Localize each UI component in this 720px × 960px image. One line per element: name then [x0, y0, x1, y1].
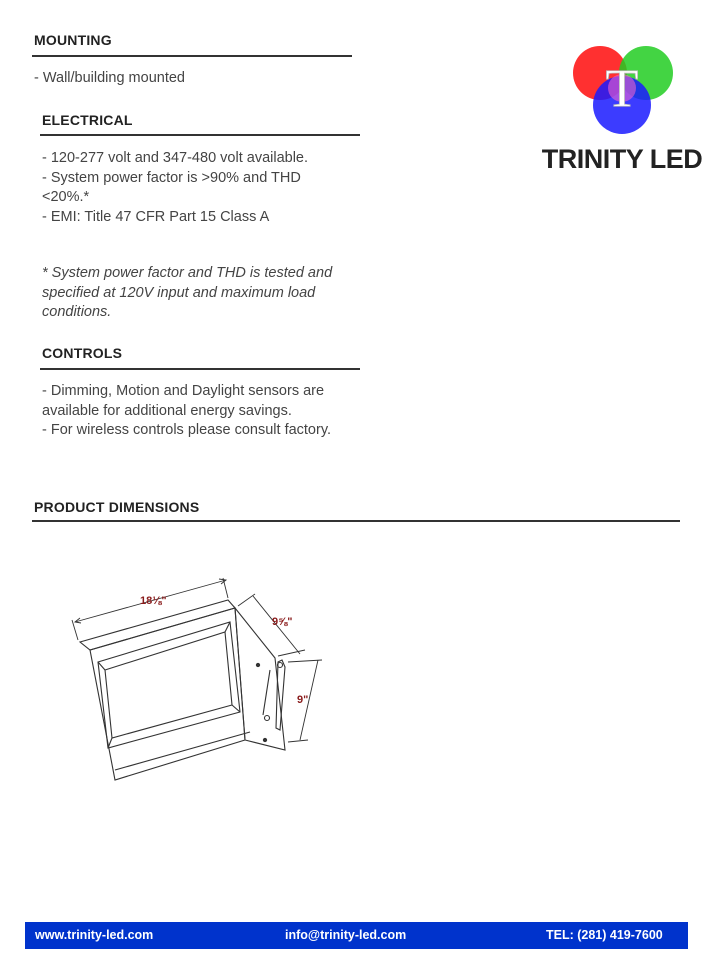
- website-link[interactable]: www.trinity-led.com: [35, 928, 154, 942]
- width-dimension-label: 18⅛": [140, 595, 167, 607]
- controls-text: [42, 382, 360, 441]
- controls-divider: [40, 368, 360, 370]
- electrical-text: [42, 149, 347, 227]
- dimensions-divider: [32, 520, 680, 522]
- electrical-line: - 120-277 volt and 347-480 volt available.: [42, 150, 309, 166]
- mounting-line: - Wall/building mounted: [34, 70, 185, 86]
- electrical-line: - EMI: Title 47 CFR Part 15 Class A: [42, 208, 270, 225]
- depth-dimension-label: 9⅝": [272, 616, 293, 628]
- mounting-text: [34, 69, 354, 89]
- footer-bar: [25, 922, 688, 949]
- email-link[interactable]: info@trinity-led.com: [285, 928, 407, 942]
- height-dimension-label: 9": [297, 694, 309, 706]
- controls-line: - Dimming, Motion and Daylight sensors are available for additional energy savings.: [42, 383, 325, 419]
- mounting-divider: [32, 55, 352, 57]
- logo-letter: T: [605, 58, 639, 118]
- logo-graphic: [525, 40, 720, 180]
- dimensions-heading: PRODUCT DIMENSIONS: [34, 499, 200, 515]
- trinity-led-logo: [525, 40, 720, 180]
- electrical-line: - System power factor is >90% and THD <20%.*: [42, 169, 301, 205]
- electrical-note: * System power factor and THD is tested and specified at 120V input and maximum load conditions.: [42, 265, 333, 320]
- mounting-heading: MOUNTING: [34, 32, 112, 48]
- electrical-divider: [40, 134, 360, 136]
- controls-line: - For wireless controls please consult factory.: [42, 422, 332, 438]
- logo-wordmark: TRINITY LED: [541, 144, 703, 174]
- controls-heading: CONTROLS: [42, 345, 123, 361]
- electrical-heading: ELECTRICAL: [42, 112, 133, 128]
- fixture-drawing: [60, 570, 360, 790]
- fixture-front-face: [90, 608, 245, 780]
- phone-number: TEL: (281) 419-7600: [546, 928, 663, 942]
